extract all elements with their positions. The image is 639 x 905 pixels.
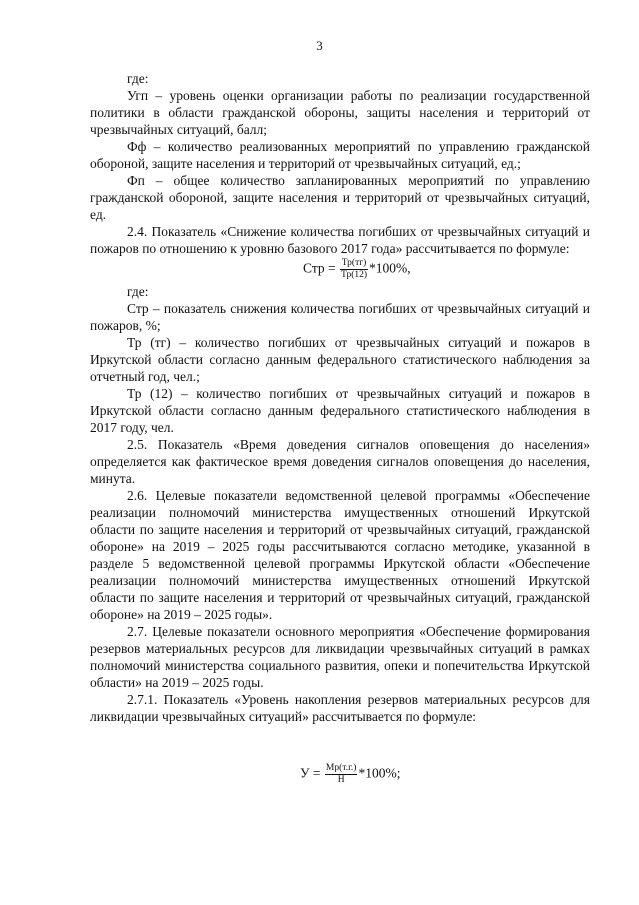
- paragraph-2-7: 2.7. Целевые показатели основного мероприятия «Обеспечение формирования резервов материальных ресурсов для ликвидации чрезвычайных ситуаций в рамках полномочий министерства социального развития, опеки и попечительства Иркутской области» на 2019 – 2025 годы.: [90, 624, 590, 690]
- paragraph-2-5: 2.5. Показатель «Время доведения сигналов оповещения до населения» определяется как фактическое время доведения сигналов оповещения до населения, минута.: [90, 437, 590, 486]
- paragraph-str-definition: Стр – показатель снижения количества погибших от чрезвычайных ситуаций и пожаров, %;: [90, 301, 590, 333]
- paragraph-2-7-1: 2.7.1. Показатель «Уровень накопления резервов материальных ресурсов для ликвидации чрезвычайных ситуаций» рассчитывается по формуле:: [90, 692, 590, 724]
- formula-str-lhs: Стр =: [303, 260, 336, 276]
- paragraph-tr-12-definition: Тр (12) – количество погибших от чрезвычайных ситуаций и пожаров в Иркутской области согласно данным федерального статистического наблюдения в 2017 году, чел.: [90, 386, 590, 435]
- paragraph-ugp-definition: Угп – уровень оценки организации работы по реализации государственной политики в области гражданской обороны, защиты населения и территорий от чрезвычайных ситуаций, балл;: [90, 88, 590, 137]
- formula-str-denominator: Тр(12): [341, 270, 368, 280]
- document-body: [90, 70, 590, 788]
- paragraph-2-6: 2.6. Целевые показатели ведомственной целевой программы «Обеспечение реализации полномочий министерства имущественных отношений Иркутской области по защите населения и территорий от чрезвычайных ситуаций, гражданской обороне» на 2019 – 2025 годы рассчитываются согласно методике, указанной в разделе 5 ведомственной целевой программы Иркутской области «Обеспечение реализации полномочий министерства имущественных отношений Иркутской области по защите населения и территорий от чрезвычайных ситуаций, гражданской обороне» на 2019 – 2025 годы».: [90, 488, 590, 622]
- formula-u-numerator: Мр(т.г.): [325, 763, 357, 773]
- formula-u-rhs: *100%;: [358, 765, 401, 781]
- formula-u-lhs: У =: [300, 765, 321, 781]
- paragraph-tr-tg-definition: Тр (тг) – количество погибших от чрезвычайных ситуаций и пожаров в Иркутской области согласно данным федерального статистического наблюдения за отчетный год, чел.;: [90, 335, 590, 384]
- paragraph-ff-definition: Фф – количество реализованных мероприятий по управлению гражданской обороной, защите населения и территорий от чрезвычайных ситуаций, ед.;: [90, 139, 590, 171]
- page-number: 3: [316, 38, 323, 53]
- paragraph-where-1: где:: [127, 71, 149, 86]
- formula-str: [90, 258, 590, 281]
- formula-u-denominator: Н: [337, 775, 345, 785]
- paragraph-fp-definition: Фп – общее количество запланированных мероприятий по управлению гражданской обороной, защите населения и территорий от чрезвычайных ситуаций, ед.: [90, 173, 590, 222]
- paragraph-where-2: где:: [127, 284, 149, 299]
- formula-u-fraction: [325, 763, 358, 786]
- formula-u: [90, 763, 590, 786]
- formula-str-numerator: Тр(тг): [341, 258, 367, 268]
- formula-str-fraction: [340, 258, 368, 281]
- formula-str-rhs: *100%,: [369, 260, 411, 276]
- paragraph-2-4: 2.4. Показатель «Снижение количества погибших от чрезвычайных ситуаций и пожаров по отношению к уровню базового 2017 года» рассчитывается по формуле:: [90, 224, 590, 256]
